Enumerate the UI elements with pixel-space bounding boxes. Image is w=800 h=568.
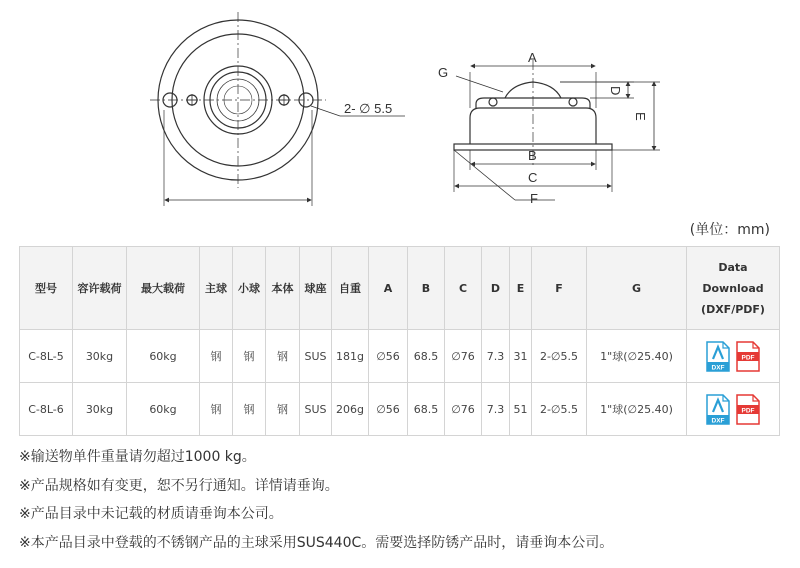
cell-g: 1"球(∅25.40) — [587, 383, 687, 436]
header-body: 本体 — [266, 247, 300, 330]
header-weight: 自重 — [332, 247, 369, 330]
cell-main-ball: 钢 — [200, 383, 233, 436]
header-main-ball: 主球 — [200, 247, 233, 330]
header-g: G — [587, 247, 687, 330]
technical-drawing — [0, 0, 800, 215]
dxf-download-icon[interactable] — [706, 394, 730, 425]
download-header-line-1: Data — [718, 260, 748, 274]
note-item: ※产品规格如有变更，恕不另行通知。详情请垂询。 — [19, 477, 339, 494]
header-d: D — [482, 247, 510, 330]
dim-c-label: C — [528, 170, 538, 185]
note-item: ※产品目录中未记载的材质请垂询本公司。 — [19, 506, 283, 523]
header-allowable-load: 容许载荷 — [73, 247, 127, 330]
note-item: ※本产品目录中登载的不锈钢产品的主球采用SUS440C。需要选择防锈产品时，请垂询本公司。 — [19, 534, 614, 551]
pdf-label: PDF — [741, 354, 755, 361]
table-row — [20, 330, 780, 383]
cell-weight: 181g — [332, 330, 369, 383]
header-data-download — [687, 247, 780, 330]
dim-a-label: A — [528, 50, 537, 65]
table-row — [20, 383, 780, 436]
cell-b: 68.5 — [408, 383, 445, 436]
header-small-ball: 小球 — [233, 247, 266, 330]
pdf-download-icon[interactable] — [736, 341, 760, 372]
header-model: 型号 — [20, 247, 73, 330]
cell-a: ∅56 — [369, 330, 408, 383]
cell-body: 钢 — [266, 330, 300, 383]
download-header-line-3: (DXF/PDF) — [701, 302, 765, 316]
cell-model: C-8L-5 — [20, 330, 73, 383]
dim-f-label: F — [530, 191, 538, 206]
hole-label: 2- ∅ 5.5 — [344, 101, 393, 116]
cell-max-load: 60kg — [127, 383, 200, 436]
dim-b-label: B — [528, 148, 537, 163]
cell-c: ∅76 — [445, 383, 482, 436]
dxf-download-icon[interactable] — [706, 341, 730, 372]
cell-f: 2-∅5.5 — [532, 330, 587, 383]
dim-e-label: E — [633, 112, 648, 121]
cell-e: 31 — [510, 330, 532, 383]
cell-body: 钢 — [266, 383, 300, 436]
cell-e: 51 — [510, 383, 532, 436]
header-a: A — [369, 247, 408, 330]
cell-download — [687, 383, 780, 436]
download-header-line-2: Download — [702, 281, 764, 295]
dxf-label: DXF — [711, 417, 725, 424]
cell-ball-seat: SUS — [300, 383, 332, 436]
cell-allowable-load: 30kg — [73, 330, 127, 383]
table-header-row — [20, 247, 780, 330]
unit-label: (单位：mm) — [689, 222, 770, 238]
cell-d: 7.3 — [482, 330, 510, 383]
cell-allowable-load: 30kg — [73, 383, 127, 436]
header-max-load: 最大载荷 — [127, 247, 200, 330]
cell-download — [687, 330, 780, 383]
cell-small-ball: 钢 — [233, 330, 266, 383]
note-item: ※输送物单件重量请勿超过1000 kg。 — [19, 449, 256, 465]
header-ball-seat: 球座 — [300, 247, 332, 330]
header-b: B — [408, 247, 445, 330]
notes — [19, 443, 613, 557]
cell-g: 1"球(∅25.40) — [587, 330, 687, 383]
cell-small-ball: 钢 — [233, 383, 266, 436]
cell-f: 2-∅5.5 — [532, 383, 587, 436]
pdf-label: PDF — [741, 407, 755, 414]
header-f: F — [532, 247, 587, 330]
dim-d-label: D — [608, 86, 623, 96]
cell-model: C-8L-6 — [20, 383, 73, 436]
side-view — [454, 60, 660, 200]
cell-ball-seat: SUS — [300, 330, 332, 383]
header-c: C — [445, 247, 482, 330]
spec-table — [19, 246, 780, 436]
cell-d: 7.3 — [482, 383, 510, 436]
dim-g-label: G — [438, 65, 449, 80]
pdf-download-icon[interactable] — [736, 394, 760, 425]
cell-weight: 206g — [332, 383, 369, 436]
cell-c: ∅76 — [445, 330, 482, 383]
dxf-label: DXF — [711, 364, 725, 371]
cell-max-load: 60kg — [127, 330, 200, 383]
cell-a: ∅56 — [369, 383, 408, 436]
cell-b: 68.5 — [408, 330, 445, 383]
header-e: E — [510, 247, 532, 330]
cell-main-ball: 钢 — [200, 330, 233, 383]
